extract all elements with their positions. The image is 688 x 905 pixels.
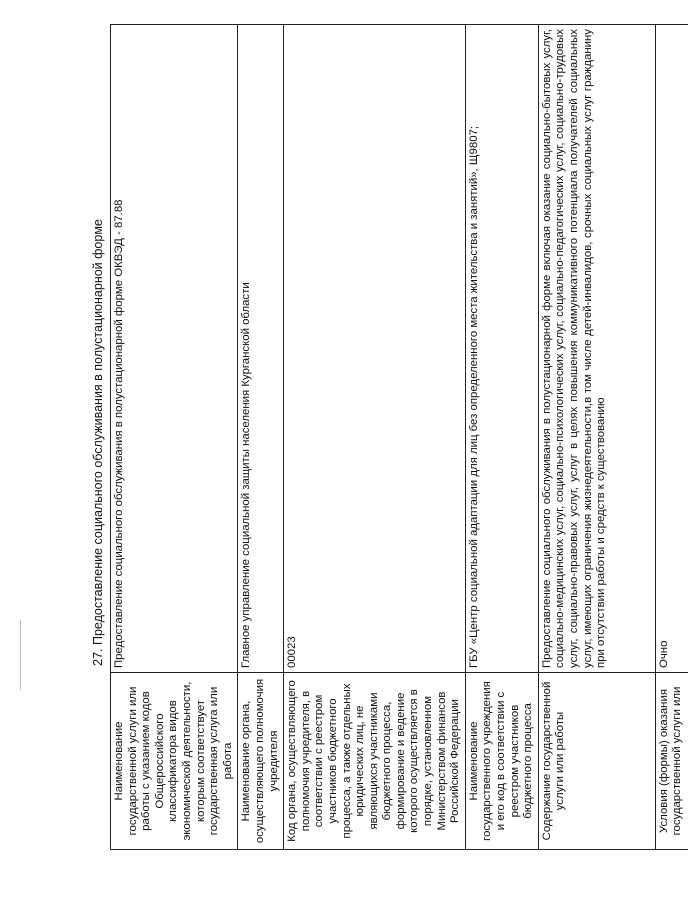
- section-heading: 27. Предоставление социального обслуживания в полустационарной форме: [91, 219, 105, 666]
- table-row: [238, 25, 284, 850]
- table-row: [465, 25, 538, 850]
- scan-artifact-line: [20, 620, 21, 690]
- row-value-founder-name: Главное управление социальной защиты населения Курганской области: [238, 25, 284, 673]
- table-row: [111, 25, 238, 850]
- row-label-service-name: Наименование государственной услуги или работы с указанием кодов Общероссийского классификатора видов экономической деятельности, которым соответствует государственная услуга или работа: [111, 673, 238, 850]
- row-value-service-name: Предоставление социального обслуживания в полустационарной форме ОКВЭД - 87.88: [111, 25, 238, 673]
- row-value-institution: ГБУ «Центр социальной адаптации для лиц без определенного места жительства и занятий», Щ9807;: [465, 25, 538, 673]
- row-value-founder-code: 00023: [284, 25, 466, 673]
- row-label-founder-code: Код органа, осуществляющего полномочия учредителя, в соответствии с реестром участников бюджетного процесса, а также отдельных юридических лиц, не являющихся участниками бюджетного процесса, формирование и ведение которого осуществляется в порядке, установленном Министерством финансов Российской Федерации: [284, 673, 466, 850]
- row-label-founder-name: Наименование органа, осуществляющего полномочия учредителя: [238, 673, 284, 850]
- table-row: [538, 25, 655, 850]
- rotated-content: [88, 29, 684, 850]
- row-label-institution: Наименование государственного учреждения и его код в соответствии с реестром участников бюджетного процесса: [465, 673, 538, 850]
- table-row: [655, 25, 688, 850]
- row-value-conditions: Очно: [655, 25, 688, 673]
- row-value-content: Предоставление социального обслуживания в полустационарной форме включая оказание социально-бытовых услуг, социально-медицинских услуг, социально-психологических услуг, социально-педагогических услуг, социально-трудовых услуг, социально-правовых услуг, услуг в целях повышения коммуникативного потенциала получателей социальных услуг, имеющих ограничения жизнедеятельности,в том числе детей-инвалидов, срочных социальных услуг гражданину при отсутствии работы и средств к существованию: [538, 25, 655, 673]
- row-label-conditions: Условия (формы) оказания государственной услуги или: [655, 673, 688, 850]
- row-label-content: Содержание государственной услуги или работы: [538, 673, 655, 850]
- service-table: [110, 24, 688, 850]
- table-row: [284, 25, 466, 850]
